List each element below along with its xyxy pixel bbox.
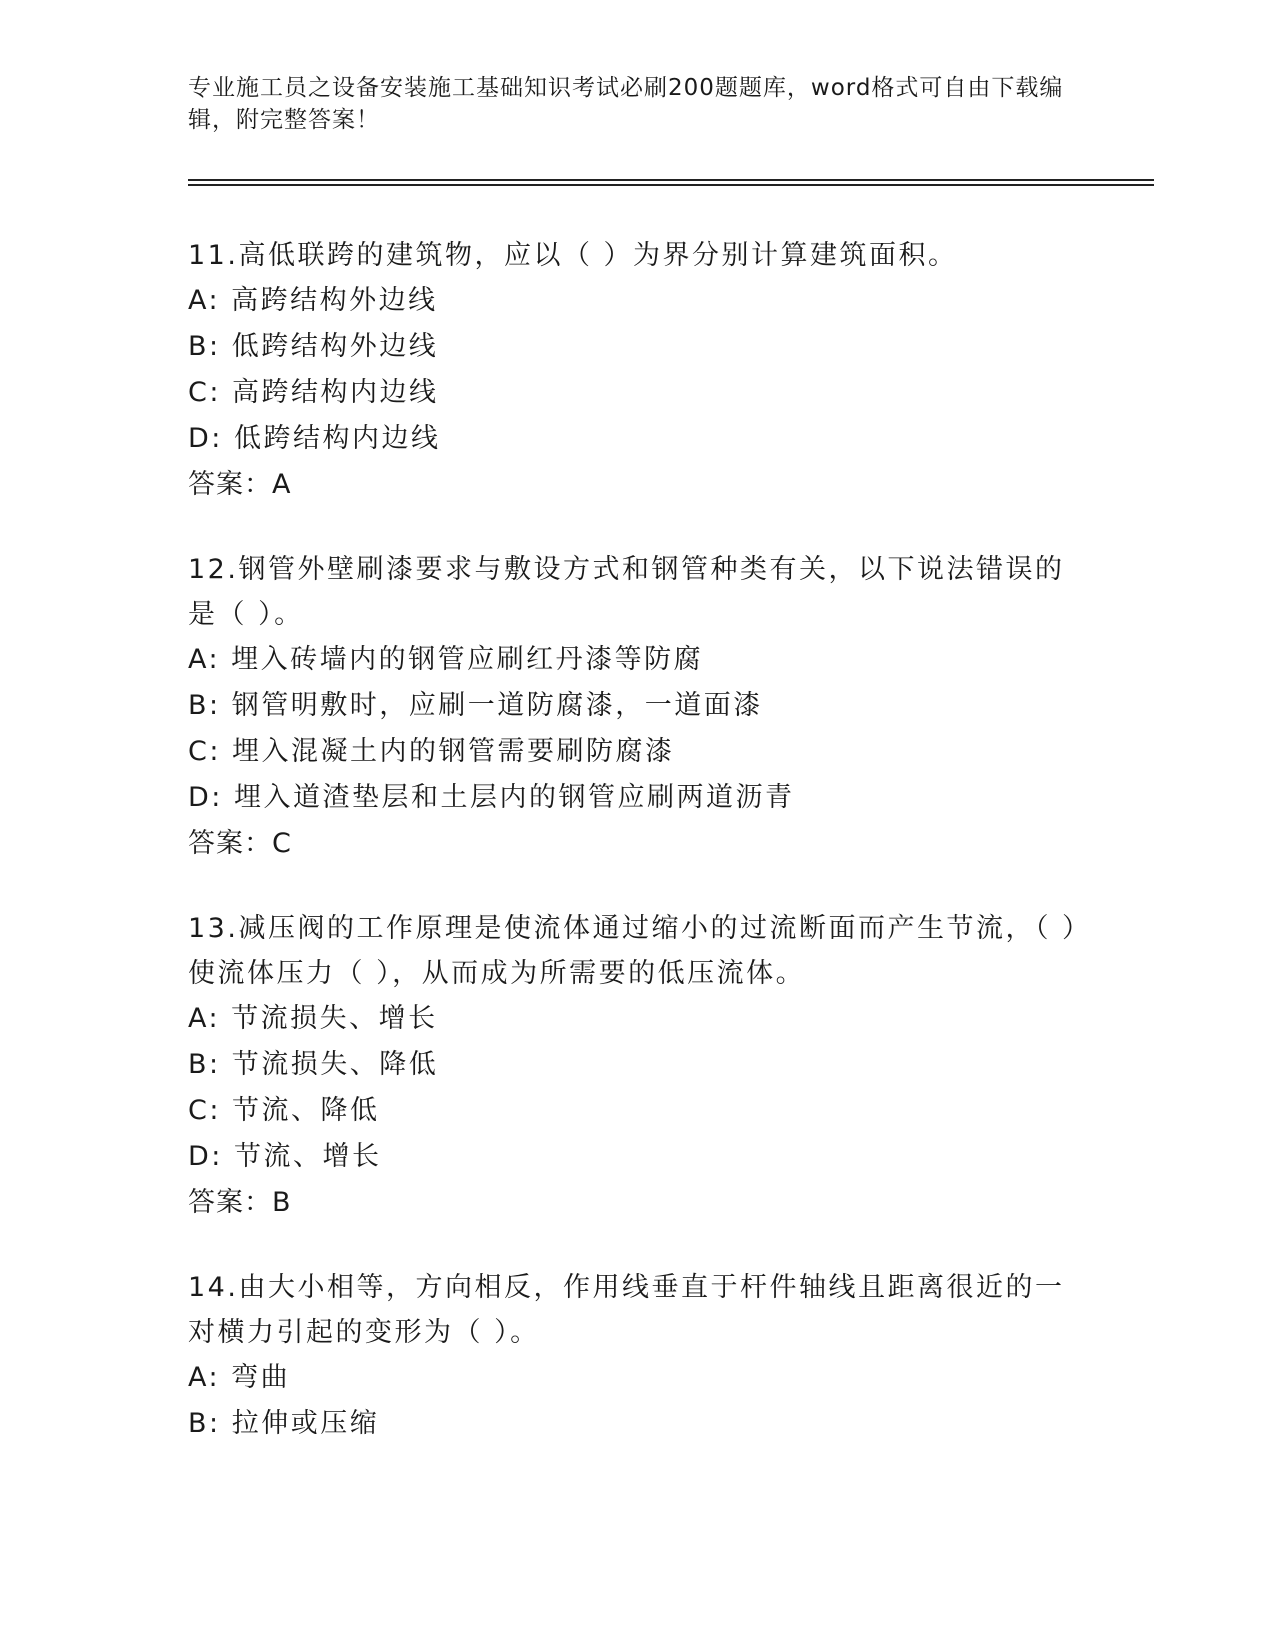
document-header: 专业施工员之设备安装施工基础知识考试必刷200题题库，word格式可自由下载编辑，附完整答案！ bbox=[188, 75, 1064, 133]
answer-line: 答案：A bbox=[188, 469, 292, 500]
option-a: A: 节流损失、增长 bbox=[188, 1003, 438, 1034]
option-d: D: 节流、增长 bbox=[188, 1141, 382, 1172]
option-c: C: 节流、降低 bbox=[188, 1095, 380, 1126]
option-b: B: 钢管明敷时，应刷一道防腐漆，一道面漆 bbox=[188, 690, 763, 721]
option-c: C: 埋入混凝土内的钢管需要刷防腐漆 bbox=[188, 736, 675, 767]
option-c: C: 高跨结构内边线 bbox=[188, 377, 439, 408]
question-12 bbox=[188, 547, 1088, 866]
question-14 bbox=[188, 1265, 1088, 1447]
option-b: B: 节流损失、降低 bbox=[188, 1049, 439, 1080]
option-b: B: 低跨结构外边线 bbox=[188, 331, 439, 362]
answer-line: 答案：C bbox=[188, 828, 292, 859]
question-stem: 14.由大小相等，方向相反，作用线垂直于杆件轴线且距离很近的一对横力引起的变形为（ ）。 bbox=[188, 1272, 1065, 1348]
option-a: A: 高跨结构外边线 bbox=[188, 285, 438, 316]
option-a: A: 埋入砖墙内的钢管应刷红丹漆等防腐 bbox=[188, 644, 704, 675]
question-stem: 11.高低联跨的建筑物，应以（ ）为界分别计算建筑面积。 bbox=[188, 240, 958, 271]
option-a: A: 弯曲 bbox=[188, 1362, 291, 1393]
option-b: B: 拉伸或压缩 bbox=[188, 1408, 380, 1439]
header-divider-top bbox=[188, 179, 1154, 181]
question-11 bbox=[188, 233, 1088, 507]
question-list bbox=[188, 233, 1088, 1487]
answer-line: 答案：B bbox=[188, 1187, 292, 1218]
question-stem: 13.减压阀的工作原理是使流体通过缩小的过流断面而产生节流，（ ）使流体压力（ ），从而成为所需要的低压流体。 bbox=[188, 913, 1079, 989]
option-d: D: 埋入道渣垫层和土层内的钢管应刷两道沥青 bbox=[188, 782, 795, 813]
option-d: D: 低跨结构内边线 bbox=[188, 423, 441, 454]
question-stem: 12.钢管外壁刷漆要求与敷设方式和钢管种类有关，以下说法错误的是（ ）。 bbox=[188, 554, 1065, 630]
header-divider-bottom bbox=[188, 184, 1154, 186]
question-13 bbox=[188, 906, 1088, 1225]
